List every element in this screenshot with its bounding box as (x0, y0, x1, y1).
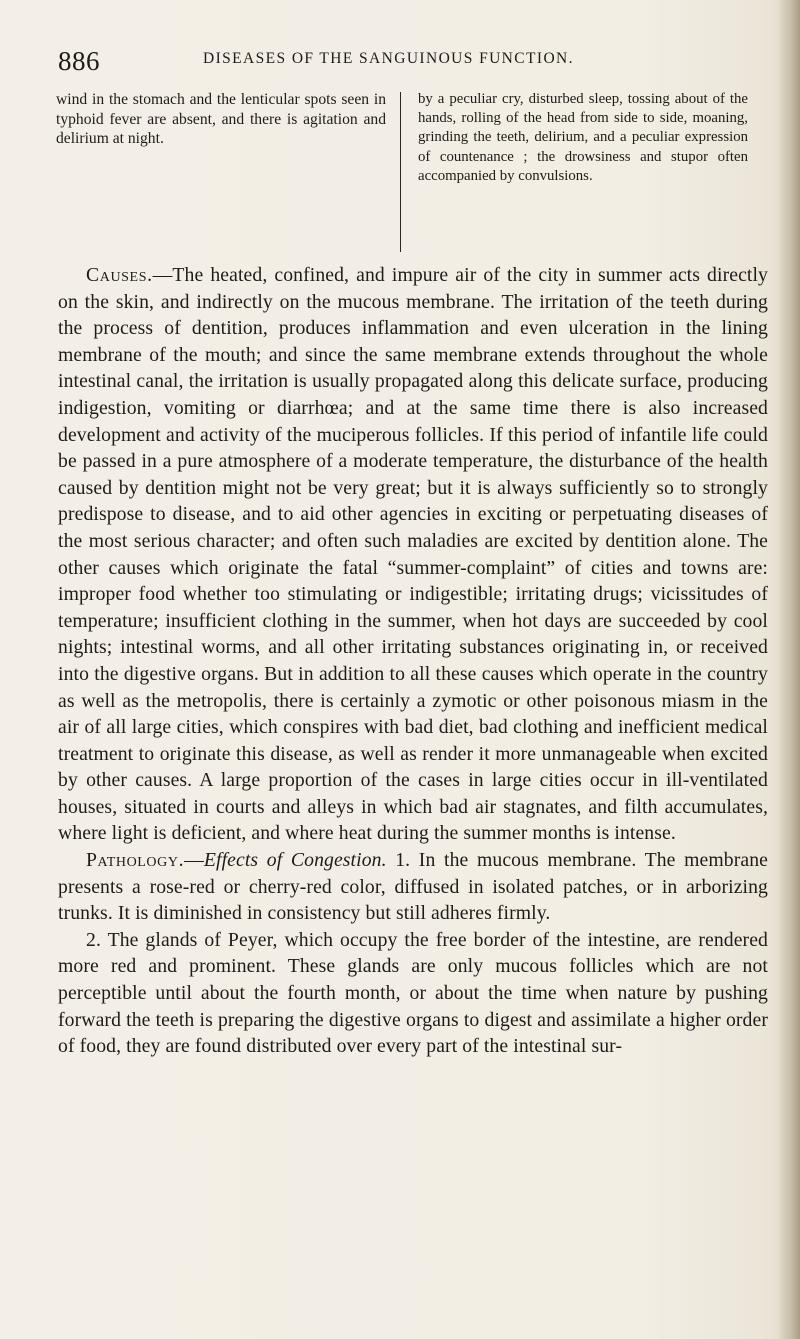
page-number: 886 (58, 46, 100, 76)
pathology-paragraph (58, 847, 768, 927)
causes-paragraph (58, 262, 768, 847)
causes-body: —The heated, confined, and impure air of the city in summer acts directly on the skin, and indirectly on the mucous membrane. The irritation of the teeth during the process of dentition, produces inflammation and even ulceration in the lining membrane of the mouth; and since the same membrane extends throughout the whole intestinal canal, the irritation is usually propagated along this delicate surface, producing indigestion, vomiting or diarrhœa; and at the same time there is also increased development and activity of the muciperous follicles. If this period of infantile life could be passed in a pure atmosphere of a moderate temperature, the disturbance of the health caused by dentition might not be very great; but it is always sufficiently so to strongly predispose to disease, and to aid other agencies in exciting or perpetuating diseases of the most serious character; and often such maladies are excited by dentition alone. The other causes which originate the fatal “summer-complaint” of cities and towns are: improper food whether too stimulating or indigestible; irritating drugs; vicissitudes of temperature; insufficient clothing in the summer, when hot days are succeeded by cool nights; intestinal worms, and all other irritating substances originating in, or received into the digestive organs. But in addition to all these causes which operate in the country as well as the metropolis, there is certainly a zymotic or other poisonous miasm in the air of all large cities, which conspires with bad diet, bad clothing and inefficient medical treatment to originate this disease, as well as render it more unmanageable when excited by other causes. A large proportion of the cases in large cities occur in ill-ventilated houses, situated in courts and alleys in which bad air stagnates, and filth accumulates, where light is deficient, and where heat during the summer months is intense. (58, 264, 768, 845)
right-column-text: by a peculiar cry, disturbed sleep, tossing about of the hands, rolling of the head from side to side, moaning, grinding the teeth, delirium, and a peculiar expression of countenance ; the drowsiness and stupor often accompanied by convulsions. (418, 91, 748, 184)
causes-heading: Causes. (86, 264, 153, 286)
peyer-glands-paragraph: 2. The glands of Peyer, which occupy the free border of the intestine, are rendered more red and prominent. These glands are only mucous follicles which are not perceptible until about the fourth month, or about the time when nature by pushing forward the teeth is preparing the digestive organs to digest and assimilate a higher order of food, they are found distributed over every part of the intestinal sur- (58, 928, 768, 1058)
running-head: DISEASES OF THE SANGUINOUS FUNCTION. (203, 50, 574, 67)
page-edge-shadow (778, 0, 800, 1339)
main-text (58, 262, 768, 1060)
column-divider (400, 92, 401, 252)
pathology-dash: — (184, 849, 204, 872)
pathology-heading: Pathology. (86, 849, 185, 872)
pathology-subheading: Effects of Congestion. (203, 849, 387, 872)
page-header (58, 40, 758, 76)
pathology-body: 1. In the mucous membrane. The membrane presents a rose-red or cherry-red color, diffused in isolated patches, or in arborizing trunks. It is diminished in consistency but still adheres firmly. (58, 849, 769, 925)
left-column-text: wind in the stomach and the lenticular spots seen in typhoid fever are absent, and there is agitation and delirium at night. (56, 91, 386, 147)
